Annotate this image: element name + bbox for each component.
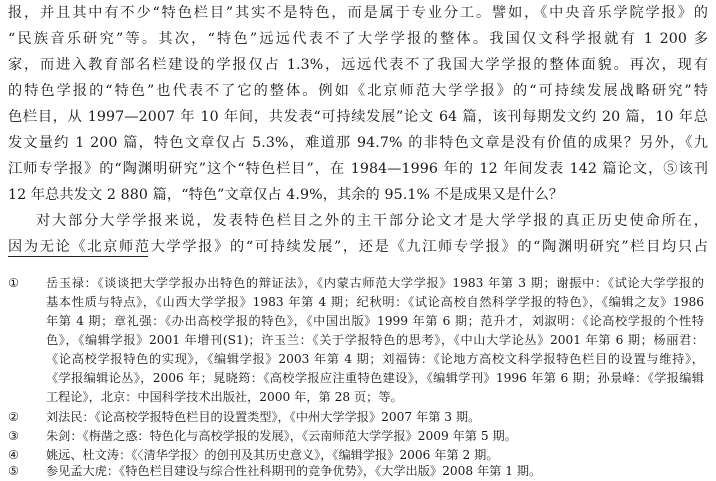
footnote-line: 姚远、杜文涛：《〈清华学报〉的创刊及其历史意义》，《编辑学报》2006 年第 2 期。 [46,448,499,462]
footnote-line: 朱剑：《栴凿之惑：特色化与高校学报的发展》，《云南师范大学学报》2009 年第 5 期。 [46,429,517,443]
body-line: 色栏目，从 1997—2007 年 10 年间，共发表“可持续发展”论文 64 篇，该刊每期发文约 20 篇，10 年总 [8,109,708,125]
footnote-line: 《学报编辑论丛》，2006 年；晁晓筠：《高校学报应注重特色建设》，《编辑学刊》1996 年第 6 期；孙景峰：《学报编辑 [46,371,704,385]
footnote-line: 岳玉禄：《谈谈把大学学报办出特色的辩证法》，《内蒙古师范大学学报》1983 年第 3 期；谢振中：《试论大学学报的 [46,276,704,290]
body-line: “民族音乐研究”等。其次，“特色”远远代表不了大学学报的整体。我国仅文科学报就有 1 200 多 [8,31,708,47]
footnote-line: 《论高校学报特色的实现》，《编辑学报》2003 年第 4 期；刘福铸：《论地方高校文科学报特色栏目的设置与维持》， [46,352,704,366]
body-line: 因为无论《北京师范大学学报》的“可持续发展”，还是《九江师专学报》的“陶渊明研究”栏目均只占 [8,239,708,255]
body-line: 家，而进入教育部名栏建设的学报仅占 1.3%，远远代表不了我国大学学报的整体面貌。再次，现有 [8,57,708,73]
footnote-line: 参见孟大虎：《特色栏目建设与综合性社科期刊的竞争优势》，《大学出版》2008 年第 1 期。 [46,464,542,478]
body-line: 江师专学报》的“陶渊明研究”这个“特色栏目”，在 1984—1996 年的 12 年间发表 142 篇论文，⑤该刊 [8,161,708,177]
body-line: 的特色学报的“特色”也代表不了它的整体。例如《北京师范大学学报》的“可持续发展战略研究”特 [8,83,708,99]
footnote-line: 刘法民：《论高校学报特色栏目的设置类型》，《中州大学学报》2007 年第 3 期。 [46,410,481,424]
body-line: 12 年总共发文 2 880 篇，“特色”文章仅占 4.9%，其余的 95.1% 不是成果又是什么？ [8,187,564,203]
footnote-marker: ① [8,276,19,290]
footnote-marker: ⑤ [8,464,19,478]
footnote-marker: ④ [8,448,19,462]
footnote-marker: ③ [8,429,19,443]
footnote-marker: ② [8,410,19,424]
footnote-line: 色》，《编辑学报》2001 年增刊(S1)；许玉兰：《关于学报特色的思考》，《中山大学论丛》2001 年第 6 期；杨丽君： [46,333,704,347]
body-line: 报，并且其中有不少“特色栏目”其实不是特色，而是属于专业分工。譬如，《中央音乐学院学报》的 [8,5,708,21]
footnote-line: 基本性质与特点》，《山西大学学报》1983 年第 4 期；纪秋明：《试论高校自然科学学报的特色》，《编辑之友》1986 [46,295,704,309]
footnote-line: 年第 4 期；章礼强：《办出高校学报的特色》，《中国出版》1999 年第 6 期；范升才，刘淑明：《论高校学报的个性特 [46,314,704,328]
footnote-line: 工程论》，北京：中国科学技术出版社，2000 年，第 28 页；等。 [46,390,403,404]
body-line: 发文量约 1 200 篇，特色文章仅占 5.3%，难道那 94.7% 的非特色文章是没有价值的成果？另外，《九 [8,135,708,151]
footnote-separator [8,256,148,257]
body-line: 对大部分大学学报来说，发表特色栏目之外的主干部分论文才是大学学报的真正历史使命所在， [36,213,708,229]
